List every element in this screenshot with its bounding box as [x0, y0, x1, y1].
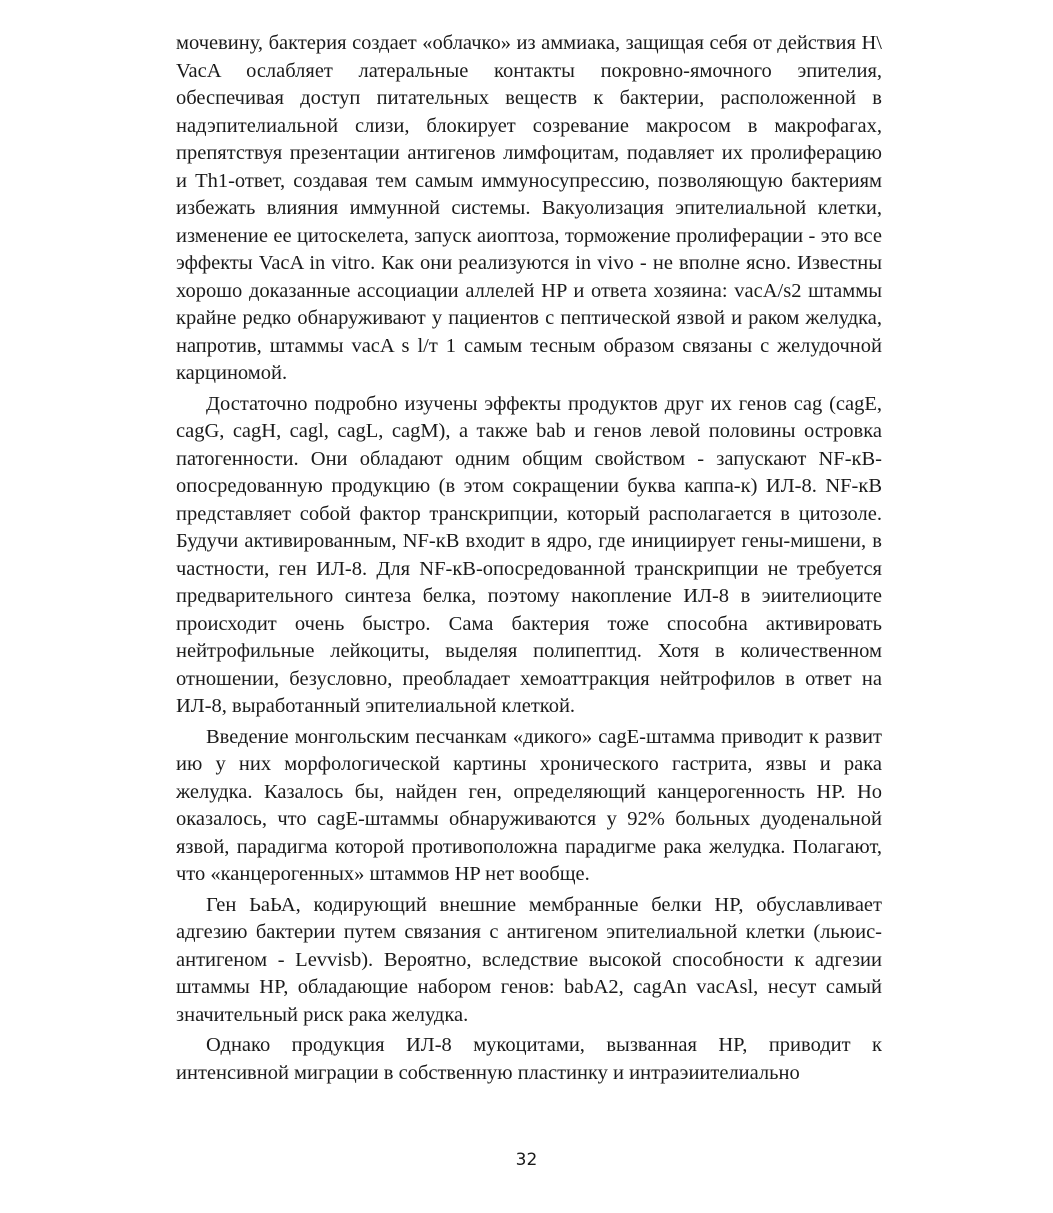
page-number: 32 — [515, 1150, 538, 1170]
paragraph-cag-genes: Достаточно подробно изучены эффекты продуктов друг их генов cag (cagE, cagG, cagH, cagl, cagL, cagM), а также bab и генов левой половины островка патогенности. Они обладают одним общим свойством - запускают NF-кВ-опосредованную продукцию (в этом сокращении буква каппа-к) ИЛ-8. NF-кВ представляет собой фактор транскрипции, который располагается в цитозоле. Будучи активированным, NF-кВ входит в ядро, где инициирует гены-мишени, в частности, ген ИЛ-8. Для NF-кВ-опосредованной транскрипции не требуется предварительного синтеза белка, поэтому накопление ИЛ-8 в эиителиоците происходит очень быстро. Сама бактерия тоже способна активировать нейтрофильные лейкоциты, выделяя полипептид. Хотя в количественном отношении, безусловно, преобладает хемоаттракция нейтрофилов в ответ на ИЛ-8, выработанный эпителиальной клеткой. — [176, 392, 882, 717]
paragraph-il8-migration: Однако продукция ИЛ-8 мукоцитами, вызванная HP, приводит к интенсивной миграции в собственную пластинку и интраэиителиально — [176, 1034, 882, 1084]
paragraph-baba-gene: Ген ЬаЬА, кодирующий внешние мембранные белки HP, обуславливает адгезию бактерии путем связания с антигеном эпителиальной клетки (льюис-антигеном - Levvisb). Вероятно, вследствие высокой способности к адгезии штаммы HP, обладающие набором генов: babA2, cagAn vacAsl, несут самый значительный риск рака желудка. — [176, 893, 882, 1026]
paragraph-vaca-effects: мочевину, бактерия создает «облачко» из аммиака, защищая себя от действия H\ VacA ослабляет латеральные контакты покровно-ямочного эпителия, обеспечивая доступ питательных веществ к бактерии, расположенной в надэпителиальной слизи, блокирует созревание макросом в макрофагах, препятствуя презентации антигенов лимфоцитам, подавляет их пролиферацию и Th1-ответ, создавая тем самым иммуносупрессию, позволяющую бактериям избежать влияния иммунной системы. Вакуолизация эпителиальной клетки, изменение ее цитоскелета, запуск аиоптоза, торможение пролиферации - это все эффекты VacA in vitro. Как они реализуются in vivo - не вполне ясно. Известны хорошо доказанные ассоциации аллелей HP и ответа хозяина: vacA/s2 штаммы крайне редко обнаруживают у пациентов с пептической язвой и раком желудка, напротив, штаммы vacA s l/т 1 самым тесным образом связаны с желудочной карциномой. — [176, 32, 882, 384]
page-body — [176, 30, 882, 1090]
paragraph-gerbil-experiment: Введение монгольским песчанкам «дикого» cagE-штамма приводит к развит ию у них морфологической картины хронического гастрита, язвы и рака желудка. Казалось бы, найден ген, определяющий канцерогенность HP. Но оказалось, что cagE-штаммы обнаруживаются у 92% больных дуоденальной язвой, парадигма которой противоположна парадигме рака желудка. Полагают, что «канцерогенных» штаммов HP нет вообще. — [176, 725, 882, 885]
